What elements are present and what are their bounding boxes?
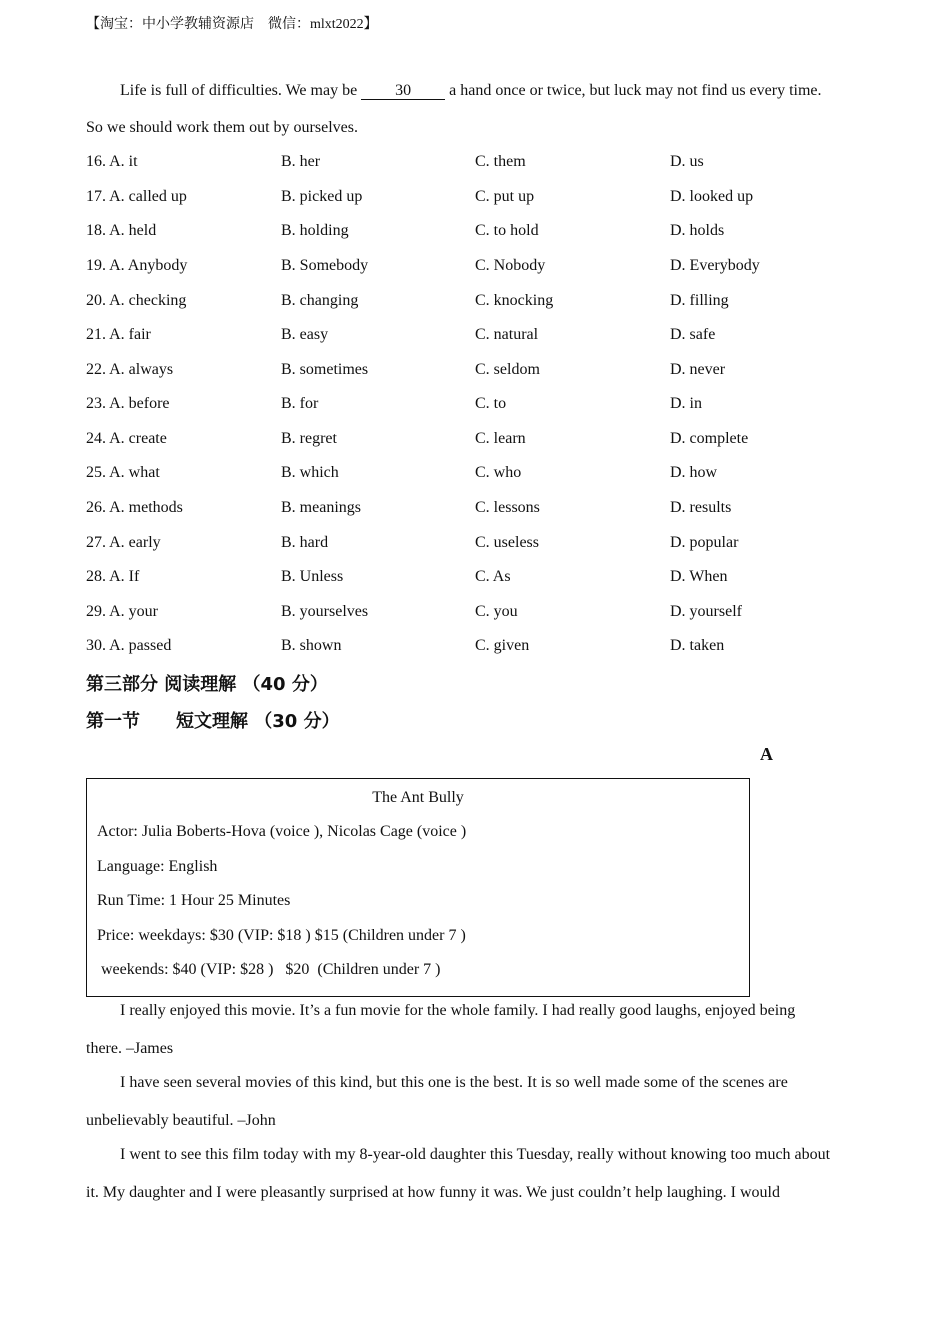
- option-a: 22. A. always: [86, 361, 174, 378]
- passage-text-after-blank: a hand once or twice, but luck may not find us every time.: [445, 82, 822, 99]
- option-a: 26. A. methods: [86, 499, 183, 516]
- option-b: B. regret: [281, 430, 337, 447]
- option-b: B. which: [281, 464, 339, 481]
- option-d: D. yourself: [670, 603, 742, 620]
- option-a: 29. A. your: [86, 603, 158, 620]
- option-a: 17. A. called up: [86, 188, 187, 205]
- review-3-line-2: it. My daughter and I were pleasantly surprised at how funny it was. We just couldn’t help laughing. I would: [86, 1184, 780, 1201]
- option-d: D. looked up: [670, 188, 754, 205]
- movie-runtime: Run Time: 1 Hour 25 Minutes: [97, 892, 291, 909]
- option-d: D. us: [670, 153, 704, 170]
- option-c: C. lessons: [475, 499, 540, 516]
- option-a: 18. A. held: [86, 222, 157, 239]
- option-c: C. useless: [475, 534, 539, 551]
- option-a: 23. A. before: [86, 395, 170, 412]
- review-2-line-1: I have seen several movies of this kind, but this one is the best. It is so well made some of the scenes are: [120, 1074, 788, 1091]
- option-d: D. never: [670, 361, 726, 378]
- movie-price-weekends: weekends: $40 (VIP: $28 ) $20 (Children under 7 ): [97, 961, 441, 978]
- option-d: D. filling: [670, 292, 729, 309]
- option-a: 20. A. checking: [86, 292, 187, 309]
- movie-price-weekdays: Price: weekdays: $30 (VIP: $18 ) $15 (Children under 7 ): [97, 927, 466, 944]
- option-b: B. picked up: [281, 188, 363, 205]
- option-d: D. complete: [670, 430, 749, 447]
- option-d: D. When: [670, 568, 728, 585]
- option-b: B. shown: [281, 637, 342, 654]
- review-1-line-2: there. –James: [86, 1040, 174, 1057]
- option-c: C. who: [475, 464, 522, 481]
- option-d: D. in: [670, 395, 702, 412]
- option-d: D. how: [670, 464, 718, 481]
- part-label: A: [760, 744, 773, 764]
- option-a: 30. A. passed: [86, 637, 172, 654]
- option-c: C. you: [475, 603, 518, 620]
- option-a: 27. A. early: [86, 534, 161, 551]
- option-b: B. hard: [281, 534, 329, 551]
- option-c: C. given: [475, 637, 530, 654]
- option-b: B. yourselves: [281, 603, 369, 620]
- option-d: D. results: [670, 499, 732, 516]
- option-c: C. seldom: [475, 361, 540, 378]
- option-c: C. natural: [475, 326, 539, 343]
- option-b: B. sometimes: [281, 361, 369, 378]
- subsection-title: 第一节 短文理解 （30 分）: [86, 711, 340, 732]
- option-a: 24. A. create: [86, 430, 167, 447]
- option-a: 28. A. If: [86, 568, 140, 585]
- review-1-line-1: I really enjoyed this movie. It’s a fun movie for the whole family. I had really good laughs, enjoyed being: [120, 1002, 796, 1019]
- option-b: B. meanings: [281, 499, 361, 516]
- movie-language: Language: English: [97, 858, 218, 875]
- option-d: D. Everybody: [670, 257, 760, 274]
- option-d: D. safe: [670, 326, 716, 343]
- option-d: D. popular: [670, 534, 739, 551]
- option-b: B. holding: [281, 222, 349, 239]
- option-c: C. As: [475, 568, 511, 585]
- option-b: B. for: [281, 395, 319, 412]
- option-c: C. to: [475, 395, 507, 412]
- option-c: C. knocking: [475, 292, 554, 309]
- option-d: D. holds: [670, 222, 725, 239]
- passage-line-2: So we should work them out by ourselves.: [86, 119, 358, 136]
- option-b: B. Unless: [281, 568, 344, 585]
- option-b: B. her: [281, 153, 321, 170]
- option-c: C. learn: [475, 430, 526, 447]
- passage-text-before-blank: Life is full of difficulties. We may be: [120, 82, 362, 99]
- option-c: C. Nobody: [475, 257, 546, 274]
- movie-actor: Actor: Julia Boberts-Hova (voice ), Nicolas Cage (voice ): [97, 823, 467, 840]
- option-b: B. Somebody: [281, 257, 369, 274]
- movie-info-box: [86, 778, 750, 997]
- option-d: D. taken: [670, 637, 725, 654]
- option-c: C. to hold: [475, 222, 539, 239]
- option-a: 16. A. it: [86, 153, 138, 170]
- option-a: 19. A. Anybody: [86, 257, 188, 274]
- passage-line-1: [120, 82, 822, 100]
- movie-title: The Ant Bully: [372, 789, 464, 806]
- option-b: B. changing: [281, 292, 359, 309]
- option-b: B. easy: [281, 326, 329, 343]
- option-c: C. them: [475, 153, 526, 170]
- page-header: 【淘宝：中小学教辅资源店 微信：mlxt2022】: [86, 17, 378, 32]
- review-3-line-1: I went to see this film today with my 8-year-old daughter this Tuesday, really without knowing too much about: [120, 1146, 831, 1163]
- option-c: C. put up: [475, 188, 535, 205]
- option-a: 21. A. fair: [86, 326, 151, 343]
- section-title: 第三部分 阅读理解 （40 分）: [86, 674, 328, 695]
- option-a: 25. A. what: [86, 464, 160, 481]
- review-2-line-2: unbelievably beautiful. –John: [86, 1112, 276, 1129]
- blank-30: 30: [361, 82, 445, 100]
